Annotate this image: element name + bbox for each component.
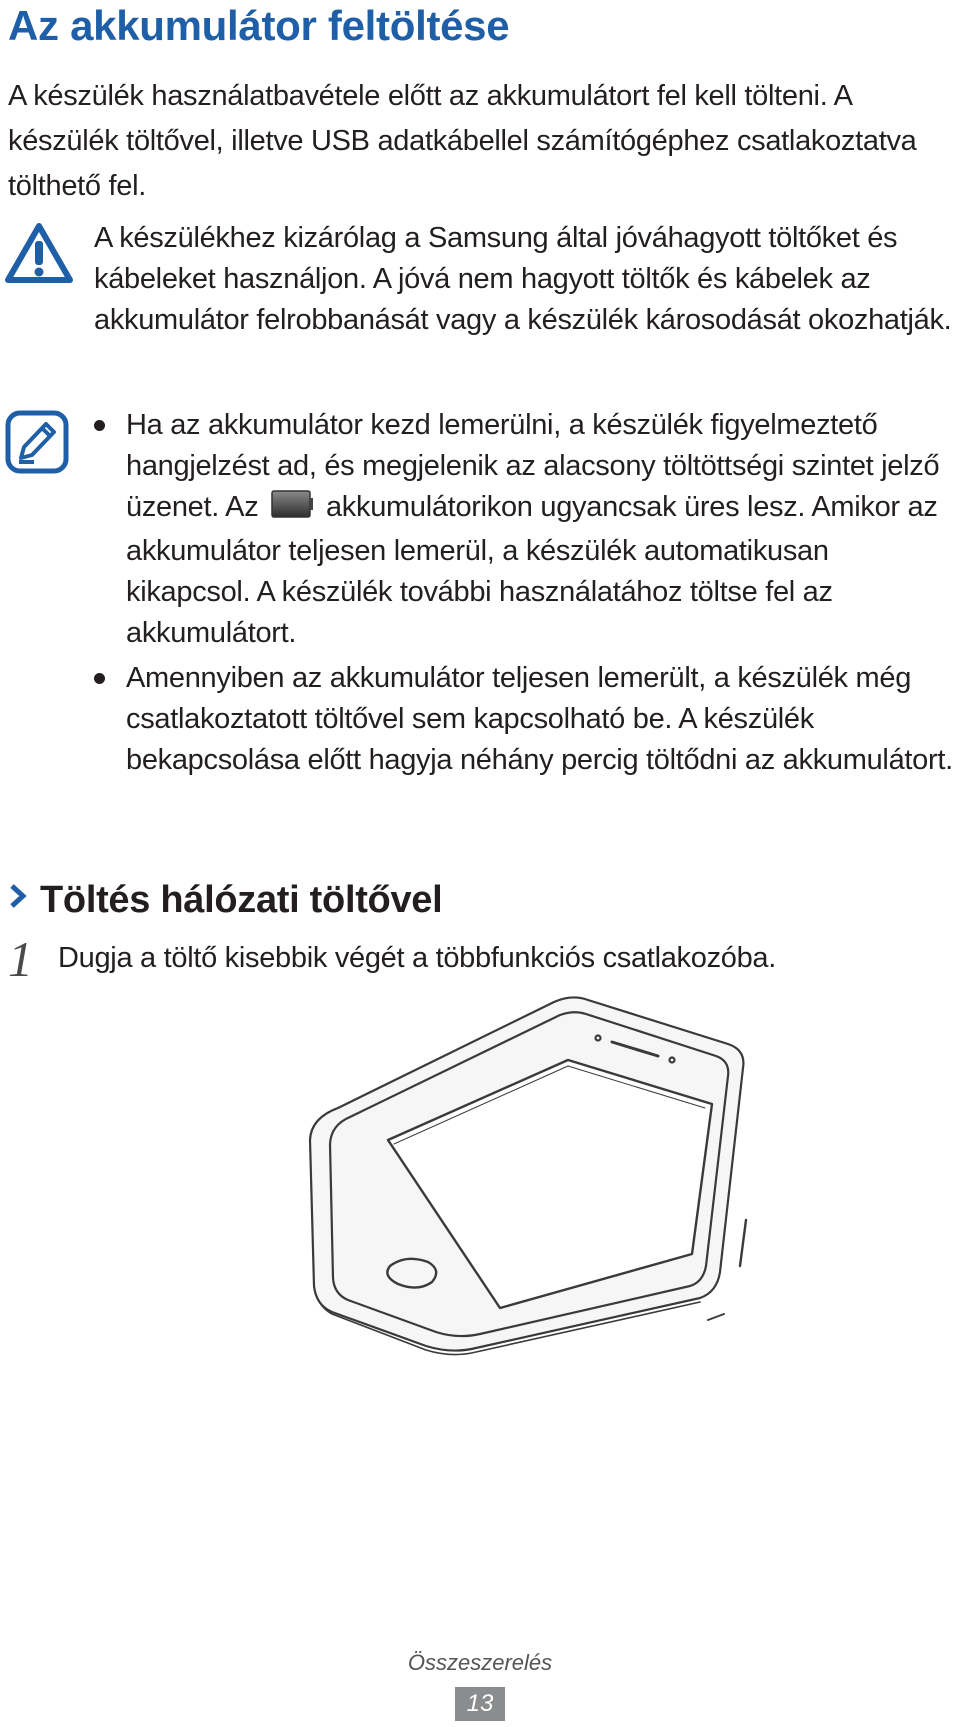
note-bullet-1-text-start: Ha az akkumulátor kezd lemerülni, a készülék figyelmeztető hangjelzést ad, és megjelenik az alacsony töltöttségi szintet jelző üzenet. Az <box>126 409 940 523</box>
intro-paragraph: A készülék használatbavétele előtt az akkumulátort fel kell tölteni. A készülék töltővel, illetve USB adatkábellel számítógéphez csatlakoztatva tölthető fel. <box>8 80 917 202</box>
warning-text: A készülékhez kizárólag a Samsung által jóváhagyott töltőket és kábeleket használjon. A jóvá nem hagyott töltők és kábelek az akkumulátor felrobbanását vagy a készülék károsodását okozhatják. <box>94 222 952 336</box>
empty-battery-icon <box>270 489 314 531</box>
bullet-dot <box>94 673 105 684</box>
chevron-right-icon <box>8 876 28 919</box>
page-number: 13 <box>455 1687 505 1721</box>
note-bullet-1 <box>92 405 954 654</box>
note-bullet-2-text: Amennyiben az akkumulátor teljesen lemerült, a készülék még csatlakoztatott töltővel sem kapcsolható be. A készülék bekapcsolása előtt hagyja néhány percig töltődni az akkumulátort. <box>126 662 953 776</box>
page-title: Az akkumulátor feltöltése <box>8 2 510 49</box>
bullet-dot <box>94 420 105 431</box>
charging-illustration <box>180 990 780 1375</box>
warning-triangle-icon <box>4 222 74 289</box>
section-heading-text: Töltés hálózati töltővel <box>40 879 443 921</box>
note-pencil-icon <box>4 409 70 480</box>
section-heading <box>8 876 442 922</box>
note-bullet-1-text-end: akkumulátorikon ugyancsak üres lesz. Amikor az akkumulátor teljesen lemerül, a készülék automatikusan kikapcsol. A készülék további használatához töltse fel az akkumulátort. <box>126 491 938 649</box>
note-list <box>92 405 954 781</box>
note-bullet-2 <box>92 658 954 781</box>
footer-section-label: Összeszerelés <box>407 1650 553 1675</box>
step-text: Dugja a töltő kisebbik végét a többfunkciós csatlakozóba. <box>58 942 777 974</box>
step-number: 1 <box>8 931 33 987</box>
